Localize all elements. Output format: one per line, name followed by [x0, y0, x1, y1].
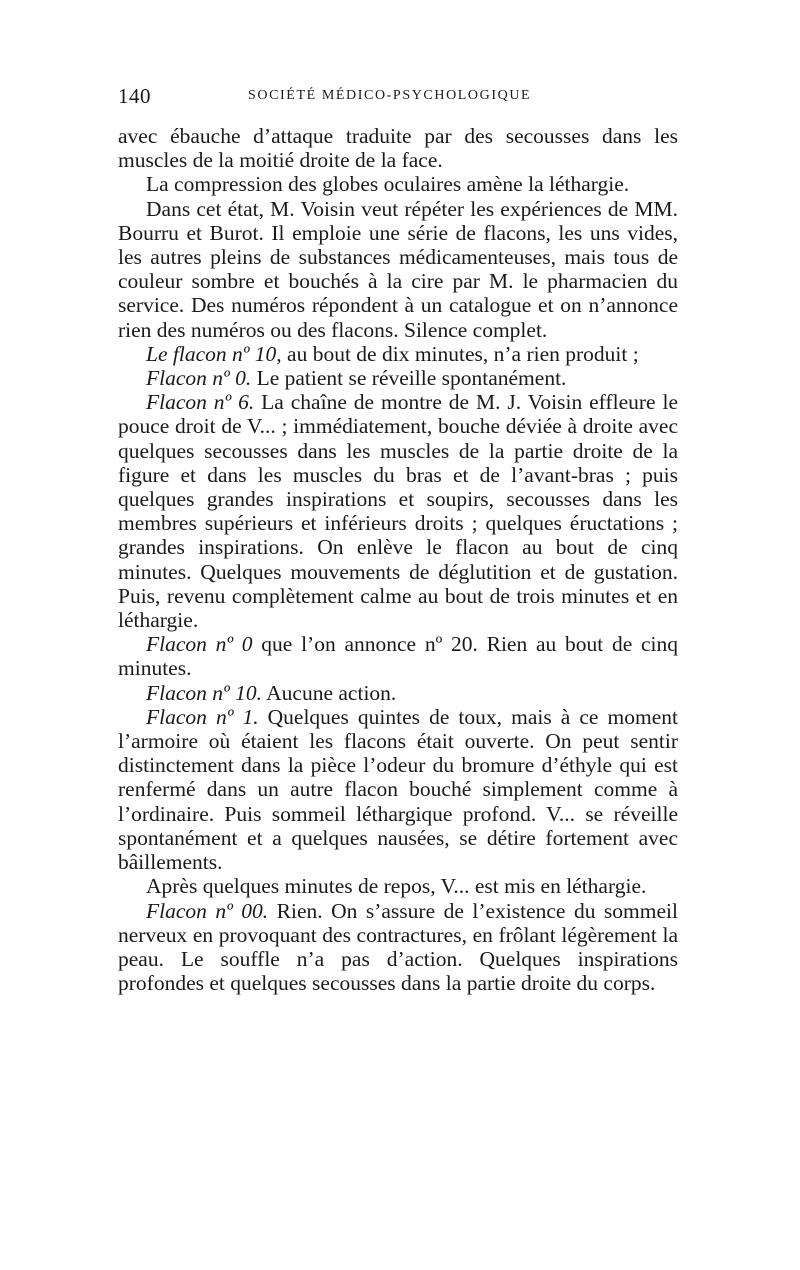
- paragraph-text: au bout de dix minutes, n’a rien produit ;: [281, 341, 639, 366]
- paragraph: [118, 681, 678, 705]
- flacon-label: Le flacon nº 10,: [146, 341, 282, 366]
- paragraph: [118, 899, 678, 996]
- paragraph-text: Rien. On s’assure de l’existence du sommeil nerveux en provoquant des contractures, en frôlant légèrement la peau. Le souffle n’a pas d’action. Quelques inspirations profondes et quelques secousses dans la partie droite du corps.: [118, 898, 678, 996]
- paragraph: [118, 390, 678, 632]
- paragraph-text: La chaîne de montre de M. J. Voisin effleure le pouce droit de V... ; immédiatement, bouche déviée à droite avec quelques secousses dans les muscles de la partie droite de la figure et dans les muscles du bras et de l’avant-bras ; puis quelques grandes inspirations et soupirs, secousses dans les membres supérieurs et inférieurs droits ; quelques éructations ; grandes inspirations. On enlève le flacon au bout de cinq minutes. Quelques mouvements de déglutition et de gustation. Puis, revenu complètement calme au bout de trois minutes et en léthargie.: [118, 390, 678, 633]
- paragraph: [118, 197, 678, 342]
- paragraph: [118, 172, 678, 196]
- paragraph: [118, 342, 678, 366]
- paragraph: [118, 705, 678, 874]
- body-text: [118, 124, 678, 995]
- paragraph-text: Dans cet état, M. Voisin veut répéter les expériences de MM. Bourru et Burot. Il emploie une série de flacons, les uns vides, les autres pleins de substances médicamenteuses, mais tous de couleur sombre et bouchés à la cire par M. le pharmacien du service. Des numéros répondent à un catalogue et on n’annonce rien des numéros ou des flacons. Silence complet.: [118, 196, 678, 342]
- flacon-label: Flacon nº 0: [146, 632, 253, 657]
- paragraph-text: que l’on annonce nº 20. Rien au bout de cinq minutes.: [118, 632, 678, 681]
- paragraph: [118, 366, 678, 390]
- book-page: [118, 84, 678, 995]
- paragraph-text: La compression des globes oculaires amène la léthargie.: [146, 172, 630, 197]
- paragraph-text: Le patient se réveille spontanément.: [251, 366, 567, 391]
- flacon-label: Flacon nº 6.: [146, 390, 255, 415]
- flacon-label: Flacon nº 0.: [146, 366, 252, 391]
- paragraph-text: avec ébauche d’attaque traduite par des secousses dans les muscles de la moitié droite de la face.: [118, 124, 678, 173]
- flacon-label: Flacon nº 1.: [146, 704, 259, 729]
- paragraph-text: Aucune action.: [261, 680, 397, 705]
- paragraph-text: Quelques quintes de toux, mais à ce moment l’armoire où étaient les flacons était ouverte. On peut sentir distinctement dans la pièce l’odeur du bromure d’éthyle qui est renfermé dans un autre flacon bouché simplement comme à l’ordinaire. Puis sommeil léthargique profond. V... se réveille spontanément et a quelques nausées, se détire fortement avec bâillements.: [118, 704, 678, 875]
- paragraph-text: Après quelques minutes de repos, V... est mis en léthargie.: [146, 874, 647, 899]
- flacon-label: Flacon nº 10.: [146, 680, 262, 705]
- page-number: 140: [118, 84, 151, 108]
- running-title: SOCIÉTÉ MÉDICO-PSYCHOLOGIQUE: [248, 88, 532, 103]
- paragraph: [118, 874, 678, 898]
- paragraph: [118, 124, 678, 172]
- paragraph: [118, 632, 678, 680]
- running-head: [118, 84, 678, 114]
- flacon-label: Flacon nº 00.: [146, 898, 269, 923]
